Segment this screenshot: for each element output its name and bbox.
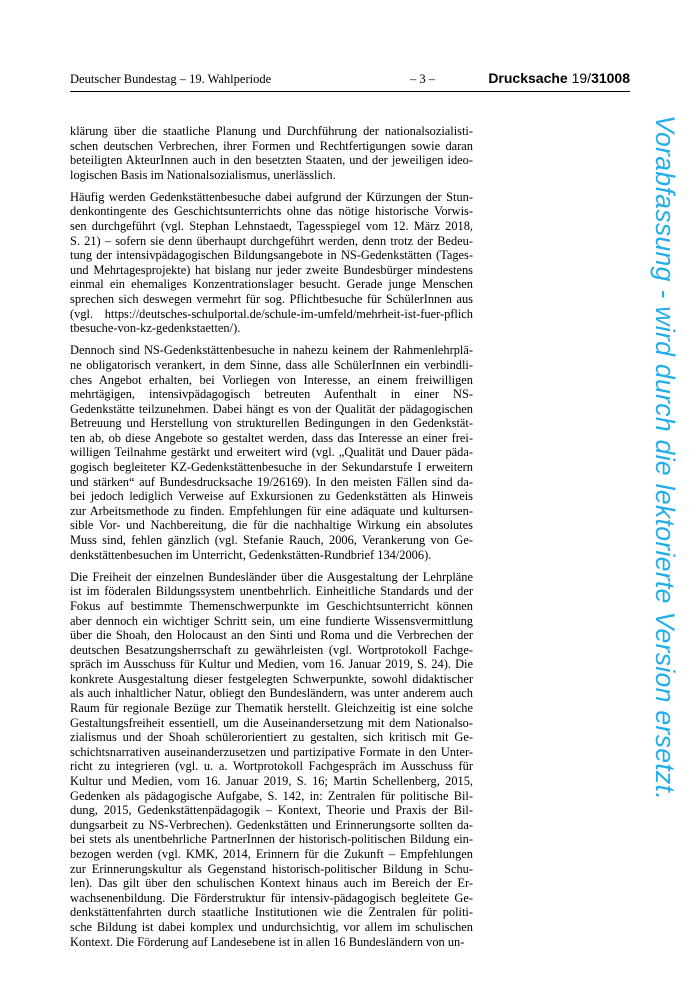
text-line: bei jedoch lediglich Verweise auf Exkursionen zu Gedenkstätten als Hinweis [70, 489, 473, 504]
document-period: 19/ [571, 70, 592, 86]
document-label: Drucksache [488, 70, 568, 86]
text-line: denkstättenbesuchen im Unterricht, Gedenkstätten-Rundbrief 134/2006). [70, 547, 432, 562]
text-line: ches Angebot erhalten, bei Vorliegen von Interesse, an einem freiwilligen [70, 372, 473, 387]
text-line: Dennoch sind NS-Gedenkstättenbesuche in nahezu keinem der Rahmenlehrplä- [70, 343, 473, 358]
text-line: tung der intensivpädagogischen Bildungsangebote in NS-Gedenkstätten (Tages- [70, 248, 473, 263]
text-line: richt zu integrieren (vgl. u. a. Wortprotokoll Fachgespräch im Ausschuss für [70, 759, 473, 774]
text-line: über die Shoah, den Holocaust an den Sinti und Roma und die Verbrechen der [70, 628, 473, 643]
text-line: tbesuche-von-kz-gedenkstaetten/). [70, 321, 241, 336]
text-line: Häufig werden Gedenkstättenbesuche dabei aufgrund der Kürzungen der Stun- [70, 189, 473, 204]
text-line: bezogen werden (vgl. KMK, 2014, Erinnern für die Zukunft – Empfehlungen [70, 847, 473, 861]
text-line: zialismus und der Shoah schülerorientiert zu gestalten, sich kritisch mit Ge- [70, 730, 473, 745]
page-number: – 3 – [410, 72, 435, 86]
text-line: dung, 2015, Gedenkstättenpädagogik – Kontext, Theorie und Praxis der Bil- [70, 803, 473, 818]
text-line: klärung über die staatliche Planung und Durchführung der nationalsozialisti- [70, 124, 473, 138]
text-line: Fokus auf bestimmte Themenschwerpunkte im Geschichtsunterricht können [70, 598, 473, 613]
text-line: denkstättenfahrten durch staatliche Institutionen wie die Zentralen für politi- [70, 905, 473, 920]
header-rule [70, 91, 630, 92]
text-line: wachsenenbildung. Die Förderstruktur für intensiv-pädagogisch begleitete Ge- [70, 890, 473, 905]
page-header [70, 70, 630, 90]
text-line: als auch inhaltlicher Natur, obliegt den Bundesländern, was unter anderem auch [70, 686, 473, 701]
paragraph [70, 570, 473, 949]
watermark-text: Vorabfassung - wird durch die lektorierte Version ersetzt. [650, 115, 680, 801]
document-number [488, 70, 630, 86]
text-line: bei stets als unentbehrliche PartnerInnen der historisch-politischen Bildung ein- [70, 832, 473, 847]
document-id: 31008 [591, 70, 630, 86]
text-line: Gedenken als pädagogische Aufgabe, S. 142, in: Zentralen für politische Bil- [70, 788, 473, 803]
text-line: zur Erinnerungskultur als Gegenstand historisch-politischer Bildung in Schu- [70, 861, 473, 876]
text-line: zur Arbeitsmethode zu finden. Empfehlungen für eine adäquate und kultursen- [70, 503, 473, 518]
text-line: Betreuung und Herstellung von strukturellen Bedingungen in den Gedenkstät- [70, 416, 473, 431]
text-line: mehrtägigen, intensivpädagogisch betreuten Aufenthalt in einer NS- [70, 387, 473, 402]
text-line: Kultur und Medien, vom 16. Januar 2019, S. 16; Martin Schellenberg, 2015, [70, 774, 473, 789]
text-line: schen deutschen Verbrechen, ihrer Formen und Rechtfertigungen sowie daran [70, 138, 473, 153]
text-line: und Mehrtagesprojekte) hat bislang nur jeder zweite Bundesbürger mindestens [70, 262, 473, 277]
text-line: aber dennoch ein wichtiger Schritt sein, um eine fundierte Wissensvermittlung [70, 613, 473, 628]
text-line: S. 21) – sofern sie denn überhaupt durchgeführt werden, denn trotz der Bedeu- [70, 233, 473, 248]
text-line: und stärken“ auf Bundesdrucksache 19/26169). In den meisten Fällen sind da- [70, 474, 473, 489]
text-line: konkrete Ausgestaltung dieser festgelegten Schwerpunkte, sowohl didaktischer [70, 671, 473, 686]
text-line: beteiligten AkteurInnen auch in den besetzten Staaten, und der jeweiligen ideo- [70, 153, 473, 168]
text-line: willigen Teilnahme gestärkt und erweitert wird (vgl. „Qualität und Dauer päda- [70, 445, 473, 460]
text-line: Gedenkstätte teilzunehmen. Dabei hängt es von der Qualität der pädagogischen [70, 401, 473, 416]
text-line: Gestaltungsfreiheit essentiell, um die Auseinandersetzung mit dem Nationalso- [70, 715, 473, 730]
text-line: dungsarbeit zu NS-Verbrechen). Gedenkstätten und Erinnerungsorte sollten da- [70, 817, 473, 832]
text-line: deutschen Besatzungsherrschaft zu gewährleisten (vgl. Wortprotokoll Fachge- [70, 642, 473, 657]
text-line: Kontext. Die Förderung auf Landesebene ist in allen 16 Bundesländern von un- [70, 934, 465, 949]
text-line: Die Freiheit der einzelnen Bundesländer über die Ausgestaltung der Lehrpläne [70, 569, 473, 584]
text-line: Raum für regionale Bezüge zur Thematik herstellt. Gleichzeitig ist eine solche [70, 701, 473, 716]
text-line: sprechen sich deswegen vermehrt für sog. Pflichtbesuche für SchülerInnen aus [70, 292, 473, 307]
text-line: ten ab, ob diese Angebote so gestaltet werden, dass das Interesse an einer frei- [70, 430, 473, 445]
text-line: logischen Basis im Nationalsozialismus, unerlässlich. [70, 167, 336, 182]
text-line: ne obligatorisch verankert, in dem Sinne, dass alle SchülerInnen ein verbindli- [70, 357, 473, 372]
text-line: einmal ein ehemaliges Konzentrationslager besucht. Gerade junge Menschen [70, 277, 473, 292]
text-line: (vgl. https://deutsches-schulportal.de/schule-im-umfeld/mehrheit-ist-fuer-pflich [70, 306, 473, 321]
header-publisher: Deutscher Bundestag – 19. Wahlperiode [70, 72, 272, 86]
watermark [641, 115, 685, 885]
text-line: denkontingente des Geschichtsunterrichts ohne das nötige historische Vorwis- [70, 204, 473, 219]
text-line: Muss sind, fehlen gänzlich (vgl. Stefanie Rauch, 2006, Verankerung von Ge- [70, 533, 473, 548]
text-line: spräch im Ausschuss für Kultur und Medien, vom 16. Januar 2019, S. 24). Die [70, 657, 473, 672]
text-line: sche Bildung ist dabei komplex und undurchsichtig, vor allem im schulischen [70, 919, 473, 934]
text-line: ist im föderalen Bildungssystem unentbehrlich. Einheitliche Standards und der [70, 584, 473, 599]
document-body [70, 124, 473, 957]
text-line: sible Vor- und Nachbereitung, die für die nachhaltige Wirkung ein absolutes [70, 518, 473, 533]
text-line: len). Das gilt über den schulischen Kontext hinaus auch im Bereich der Er- [70, 876, 473, 891]
paragraph [70, 124, 473, 182]
paragraph [70, 343, 473, 562]
text-line: schichtsnarrativen auseinanderzusetzen und partizipative Formate in den Unter- [70, 744, 473, 759]
text-line: gogisch begleiteter KZ-Gedenkstättenbesuche in der Sekundarstufe I erweitern [70, 460, 473, 475]
paragraph [70, 190, 473, 336]
text-line: sen durchgeführt (vgl. Stephan Lehnstaedt, Tagesspiegel vom 12. März 2018, [70, 219, 473, 234]
